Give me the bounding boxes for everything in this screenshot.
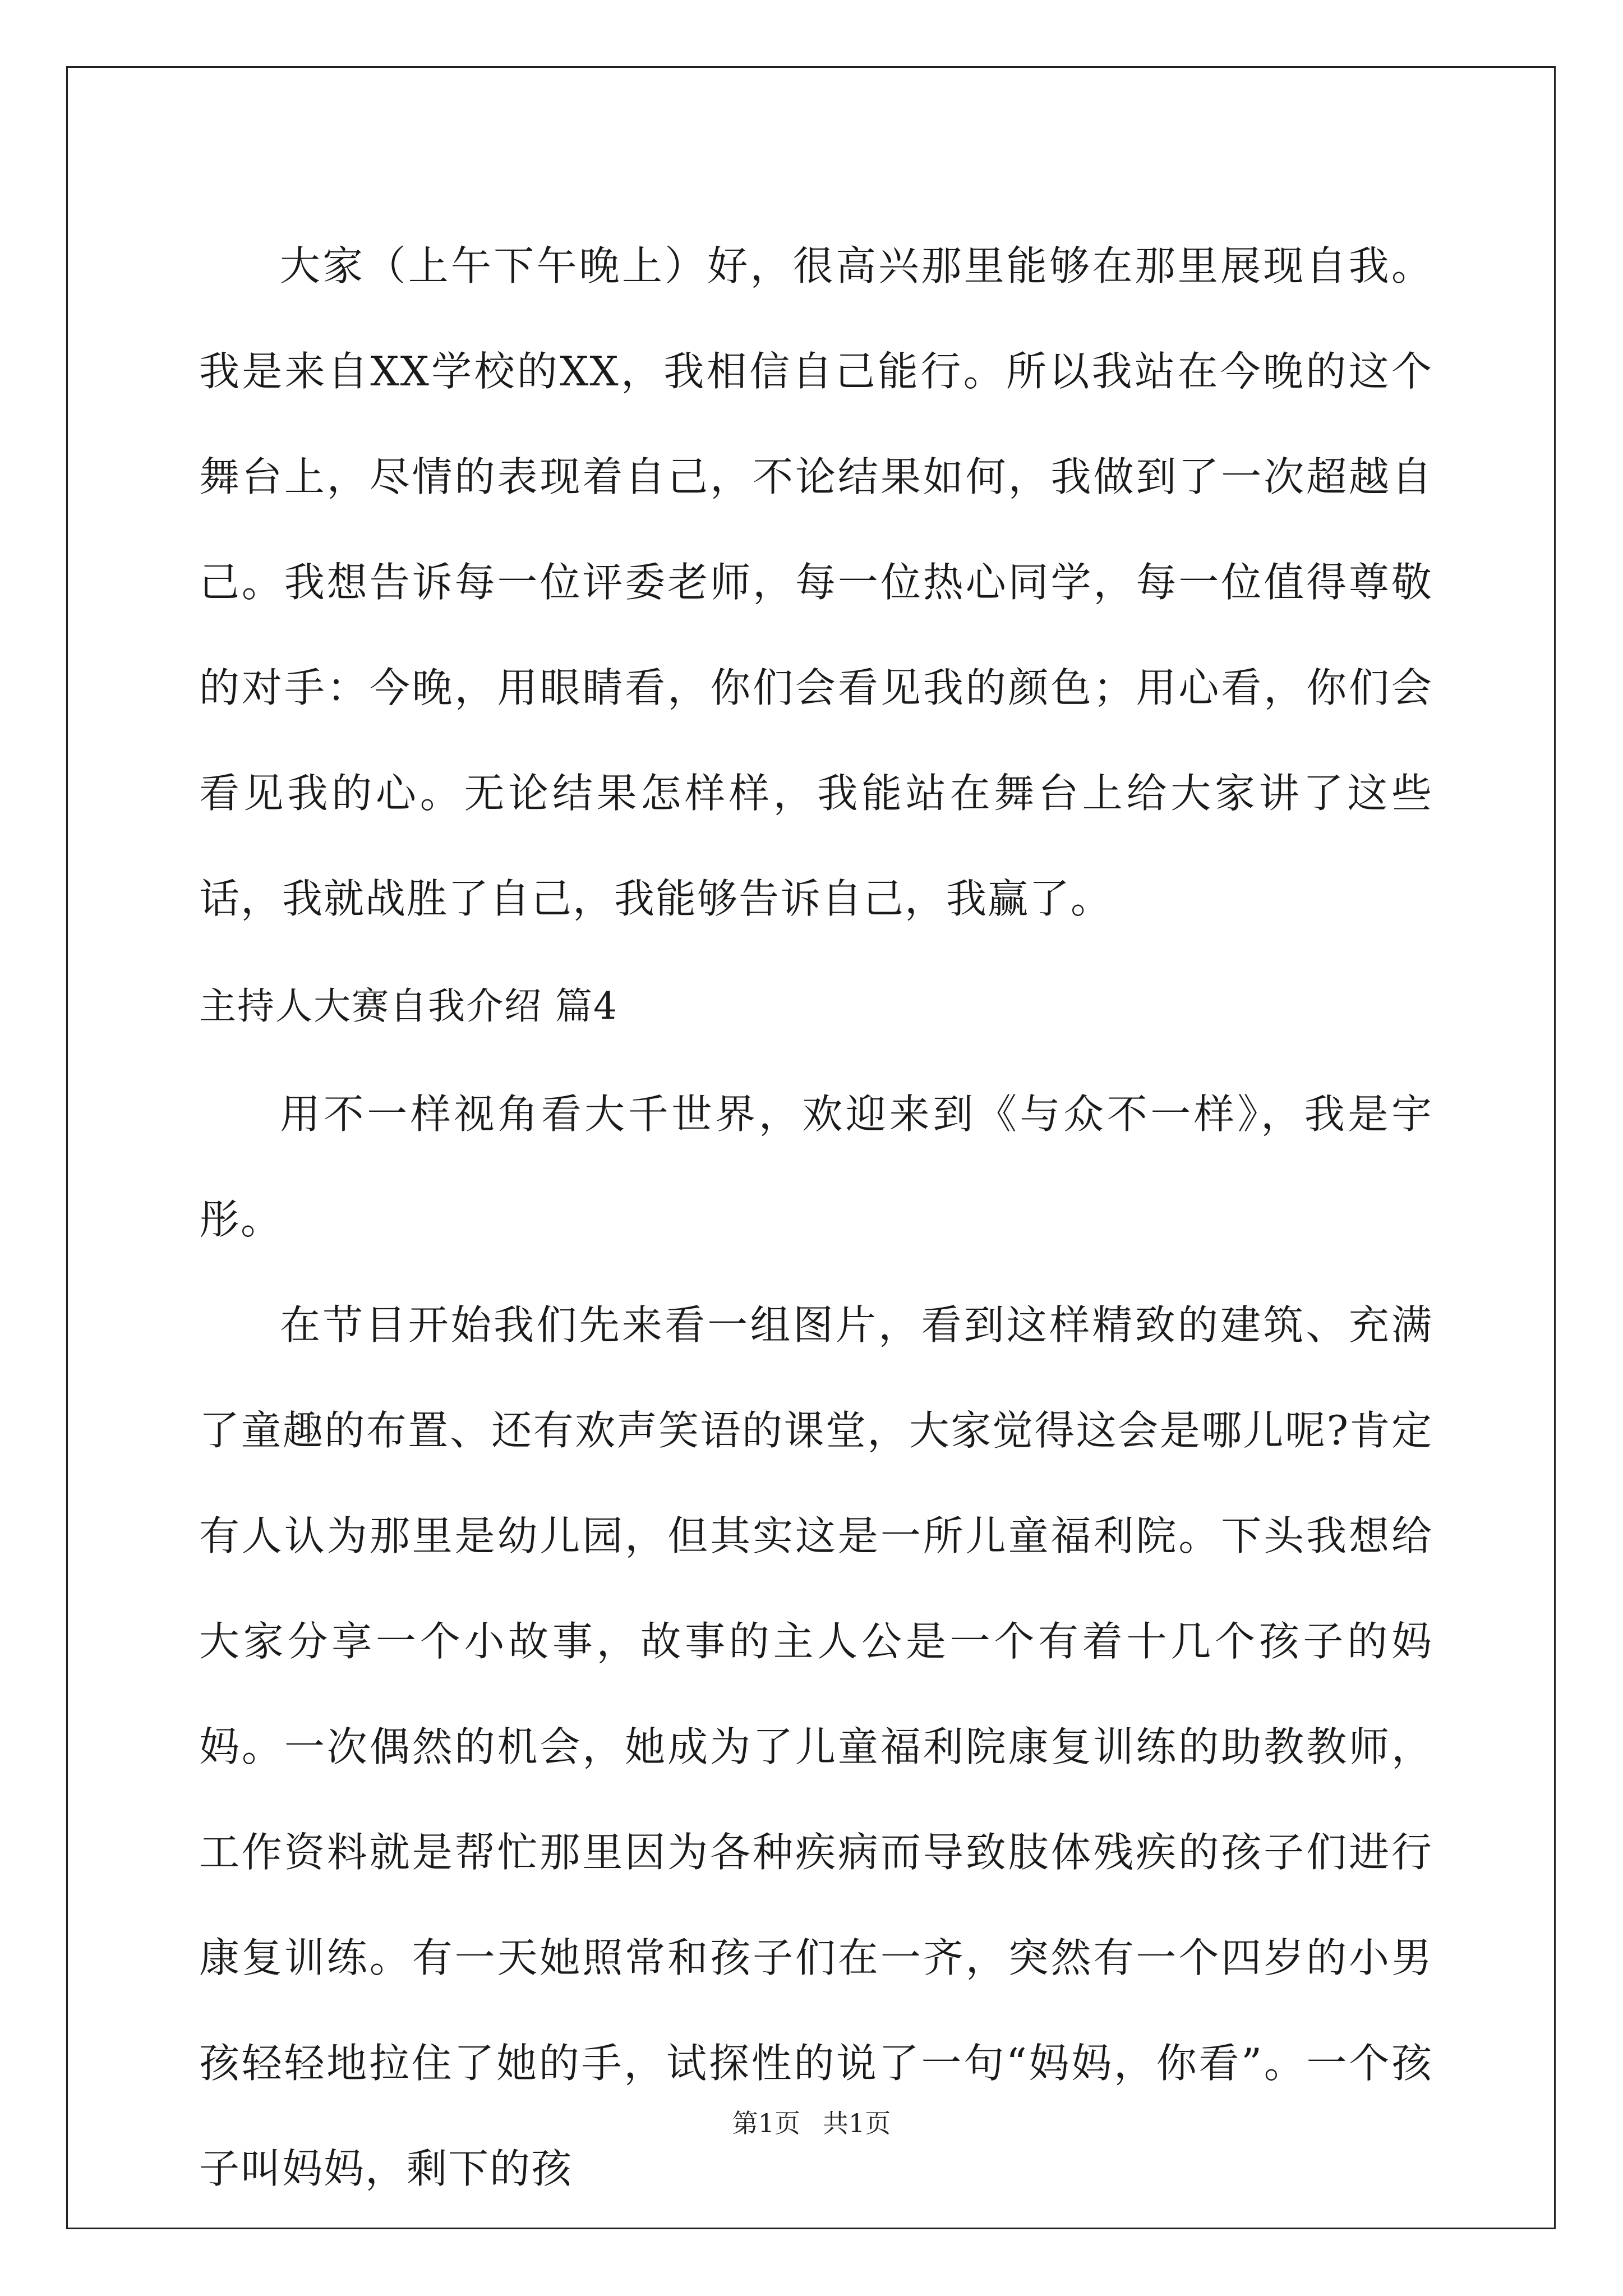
page-number-current: 第1页 [732, 2108, 800, 2138]
paragraph-story: 在节目开始我们先来看一组图片，看到这样精致的建筑、充满了童趣的布置、还有欢声笑语的课堂，大家觉得这会是哪儿呢?肯定有人认为那里是幼儿园，但其实这是一所儿童福利院。下头我想给大家分享一个小故事，故事的主人公是一个有着十几个孩子的妈妈。一次偶然的机会，她成为了儿童福利院康复训练的助教教师，工作资料就是帮忙那里因为各种疾病而导致肢体残疾的孩子们进行康复训练。有一天她照常和孩子们在一齐，突然有一个四岁的小男孩轻轻地拉住了她的手，试探性的说了一句“妈妈，你看”。一个孩子叫妈妈，剩下的孩 [199, 1301, 1433, 2192]
page-footer [0, 2106, 1623, 2140]
page-number-total: 共1页 [823, 2108, 891, 2138]
document-body [199, 213, 1433, 2221]
paragraph-intro: 大家（上午下午晚上）好，很高兴那里能够在那里展现自我。我是来自XX学校的XX，我相信自己能行。所以我站在今晚的这个舞台上，尽情的表现着自己，不论结果如何，我做到了一次超越自己。我想告诉每一位评委老师，每一位热心同学，每一位值得尊敬的对手：今晚，用眼睛看，你们会看见我的颜色；用心看，你们会看见我的心。无论结果怎样样，我能站在舞台上给大家讲了这些话，我就战胜了自己，我能够告诉自己，我赢了。 [199, 242, 1433, 922]
section-heading: 主持人大赛自我介绍 篇4 [199, 984, 618, 1028]
paragraph-opening: 用不一样视角看大千世界，欢迎来到《与众不一样》，我是宇彤。 [199, 1091, 1433, 1243]
